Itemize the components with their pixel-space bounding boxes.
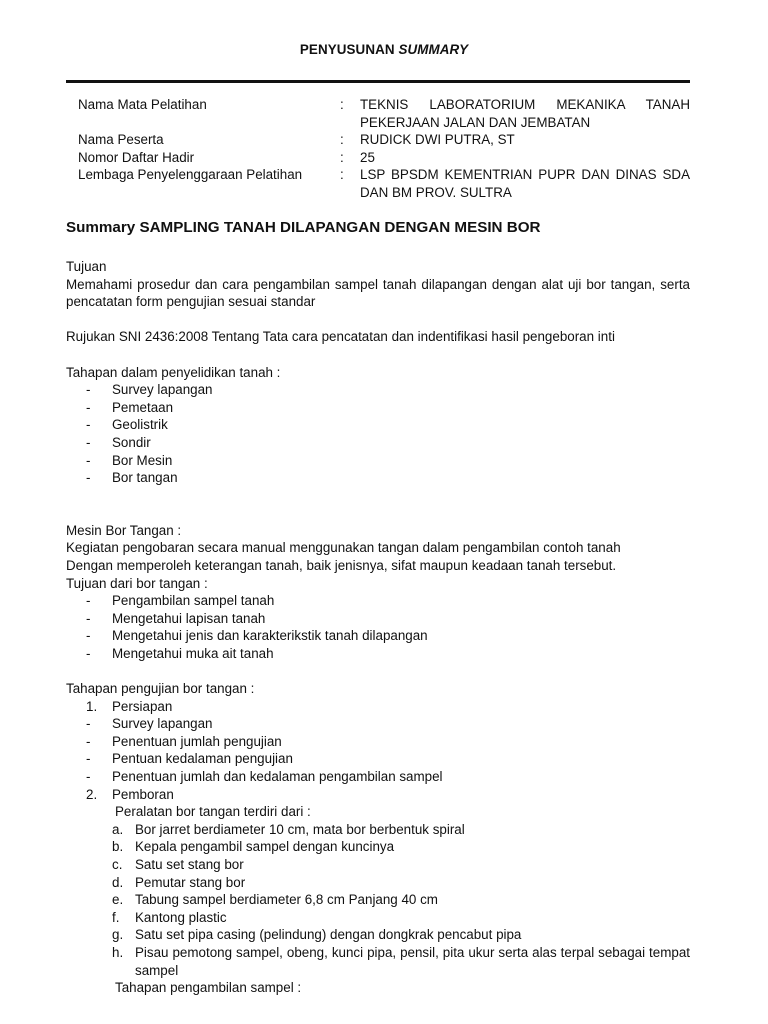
list-item — [66, 733, 690, 751]
list-item — [112, 821, 690, 839]
list-item-text: Pemutar stang bor — [135, 874, 246, 890]
list-item-text: Satu set stang bor — [135, 857, 244, 872]
mesin-bor-line: Kegiatan pengobaran secara manual menggunakan tangan dalam pengambilan contoh tanah — [66, 540, 621, 556]
list-item-text: Mengetahui lapisan tanah — [112, 610, 266, 626]
numbered-step — [66, 786, 690, 804]
list-item-text: Tabung sampel berdiameter 6,8 cm Panjang 40 cm — [135, 892, 438, 908]
dash-marker: - — [86, 645, 91, 661]
pengambilan-title: Tahapan pengambilan sampel : — [115, 980, 302, 996]
list-item-text: Penentuan jumlah dan kedalaman pengambilan sampel — [112, 769, 443, 785]
dash-marker: - — [86, 610, 91, 626]
list-item-text: Pisau pemotong sampel, obeng, kunci pipa, pensil, pita ukur serta alas terpal sebagai tempat sampel — [135, 944, 690, 978]
meta-colon: : — [340, 132, 344, 148]
list-item-text: Mengetahui muka ait tanah — [112, 645, 274, 661]
dash-marker: - — [86, 751, 91, 767]
meta-value: 25 — [360, 149, 375, 165]
list-item — [112, 856, 690, 874]
list-item — [66, 452, 690, 470]
peralatan-title: Peralatan bor tangan terdiri dari : — [115, 804, 311, 820]
list-item — [112, 874, 690, 892]
list-item — [66, 434, 690, 452]
document-body — [66, 258, 690, 997]
list-item — [66, 381, 690, 399]
meta-value: TEKNIS LABORATORIUM MEKANIKA TANAH PEKERJAAN JALAN DAN JEMBATAN — [360, 97, 690, 130]
tujuan-text: Memahami prosedur dan cara pengambilan sampel tanah dilapangan dengan alat uji bor tangan, serta pencatatan form pengujian sesuai standar — [66, 276, 690, 310]
meta-colon: : — [340, 167, 344, 183]
rujukan-text: Rujukan SNI 2436:2008 Tentang Tata cara pencatatan dan indentifikasi hasil pengeboran inti — [66, 329, 615, 345]
dash-marker: - — [86, 716, 91, 732]
list-item-text: Survey lapangan — [112, 382, 213, 398]
list-item-text: Penentuan jumlah pengujian — [112, 733, 282, 749]
step-label: Persiapan — [112, 698, 173, 714]
numbered-step — [66, 698, 690, 716]
dash-marker: - — [86, 434, 91, 450]
meta-row-participant — [78, 131, 690, 149]
tujuan-label: Tujuan — [66, 259, 107, 274]
list-item — [66, 645, 690, 663]
step-label: Pemboran — [112, 786, 174, 802]
list-item — [66, 592, 690, 610]
meta-row-attendance-number — [78, 149, 690, 167]
tahapan-pengujian-title: Tahapan pengujian bor tangan : — [66, 681, 255, 697]
meta-row-course — [78, 96, 690, 131]
list-item-text: Pentuan kedalaman pengujian — [112, 751, 293, 767]
tahapan-penyelidikan-list — [66, 381, 690, 487]
letter-marker: h. — [112, 944, 124, 960]
list-item — [66, 627, 690, 645]
mesin-bor-title: Mesin Bor Tangan : — [66, 522, 182, 538]
list-item — [112, 838, 690, 856]
list-item-text: Pemetaan — [112, 399, 174, 415]
list-item-text: Geolistrik — [112, 417, 168, 433]
letter-marker: a. — [112, 821, 124, 837]
list-item-text: Bor jarret berdiameter 10 cm, mata bor berbentuk spiral — [135, 821, 465, 837]
mesin-bor-line: Dengan memperoleh keterangan tanah, baik jenisnya, sifat maupun keadaan tanah tersebut. — [66, 557, 617, 573]
list-item — [112, 891, 690, 909]
list-item-text: Mengetahui jenis dan karakterikstik tanah dilapangan — [112, 628, 428, 644]
list-item-text: Satu set pipa casing (pelindung) dengan dongkrak pencabut pipa — [135, 927, 522, 943]
meta-value: LSP BPSDM KEMENTRIAN PUPR DAN DINAS SDA DAN BM PROV. SULTRA — [360, 167, 690, 200]
meta-label: Nomor Daftar Hadir — [78, 149, 195, 165]
list-item — [66, 768, 690, 786]
list-item — [112, 926, 690, 944]
letter-marker: f. — [112, 909, 120, 925]
list-item — [66, 715, 690, 733]
meta-label: Nama Peserta — [78, 132, 164, 148]
step-number: 2. — [86, 786, 98, 802]
mesin-bor-tujuan-list — [66, 592, 690, 662]
dash-marker: - — [86, 593, 91, 609]
meta-label: Nama Mata Pelatihan — [78, 97, 207, 112]
list-item-text: Bor tangan — [112, 470, 178, 486]
peralatan-list — [66, 821, 690, 979]
list-item — [66, 469, 690, 487]
dash-marker: - — [86, 417, 91, 433]
document-title-plain: PENYUSUNAN — [299, 42, 399, 57]
list-item-text: Sondir — [112, 434, 151, 450]
list-item-text: Pengambilan sampel tanah — [112, 593, 275, 609]
dash-marker: - — [86, 452, 91, 468]
letter-marker: d. — [112, 874, 124, 890]
step-number: 1. — [86, 698, 98, 714]
meta-colon: : — [340, 149, 344, 165]
letter-marker: b. — [112, 839, 124, 855]
dash-marker: - — [86, 733, 91, 749]
title-divider — [66, 80, 690, 83]
list-item — [66, 416, 690, 434]
dash-marker: - — [86, 769, 91, 785]
document-title-italic: SUMMARY — [398, 42, 469, 57]
list-item-text: Bor Mesin — [112, 452, 173, 468]
list-item-text: Kantong plastic — [135, 909, 227, 925]
tahapan-penyelidikan-title: Tahapan dalam penyelidikan tanah : — [66, 364, 281, 380]
persiapan-list — [66, 715, 690, 785]
meta-colon: : — [340, 97, 344, 112]
list-item — [112, 909, 690, 927]
list-item — [112, 944, 690, 979]
dash-marker: - — [86, 399, 91, 415]
list-item-text: Survey lapangan — [112, 716, 213, 732]
dash-marker: - — [86, 628, 91, 644]
meta-value: RUDICK DWI PUTRA, ST — [360, 132, 515, 148]
section-heading: Summary SAMPLING TANAH DILAPANGAN DENGAN MESIN BOR — [66, 219, 541, 236]
meta-row-institution — [78, 166, 690, 201]
dash-marker: - — [86, 382, 91, 398]
list-item — [66, 610, 690, 628]
list-item — [66, 399, 690, 417]
document-title — [0, 42, 768, 57]
letter-marker: c. — [112, 857, 123, 872]
meta-label: Lembaga Penyelenggaraan Pelatihan — [78, 167, 303, 183]
letter-marker: g. — [112, 927, 124, 943]
list-item-text: Kepala pengambil sampel dengan kuncinya — [135, 839, 395, 855]
dash-marker: - — [86, 470, 91, 486]
metadata-block — [78, 96, 690, 202]
mesin-bor-tujuan-title: Tujuan dari bor tangan : — [66, 575, 208, 591]
list-item — [66, 750, 690, 768]
letter-marker: e. — [112, 892, 124, 908]
